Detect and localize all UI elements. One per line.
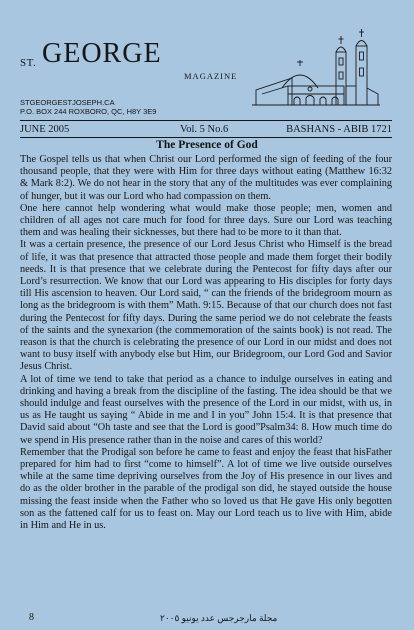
issue-date: JUNE 2005 (20, 124, 70, 135)
masthead-st: ST. (20, 57, 37, 69)
website-line: STGEORGESTJOSEPH.CA (20, 98, 115, 107)
page-number: 8 (29, 612, 34, 623)
page-footer (0, 612, 414, 626)
article-title: The Presence of God (156, 139, 258, 151)
masthead-title: GEORGE (42, 38, 162, 69)
issue-volume: Vol. 5 No.6 (180, 124, 229, 135)
article-paragraph: The Gospel tells us that when Christ our Lord performed the sign of feeding of the four thousand people, that they were with Him for three days without eating (Matthew 16:32 & Mark 8:2). We do not hear in the story that any of the multitudes was ever complaining of hunger, but it was our Lord who had compassion on them. (20, 154, 392, 202)
article-paragraph: A lot of time we tend to take that period as a chance to indulge ourselves in eating and drinking and having a break from the discipline of the fasting. The idea should be that we should indulge and feast ourselves with the presence of the Lord in our midst, with us, in us as He taught us saying “ Abide in me and I in you” John 15:4. It is that presence that David said about “Oh taste and see that the Lord is good”Psalm34: 8. How much time do we spend in His presence rather than in the noise and cares of this world? (20, 373, 392, 446)
article-body (20, 154, 392, 532)
divider-top (20, 120, 392, 121)
article-paragraph: Remember that the Prodigal son before he came to feast and enjoy the feast that hisFather prepared for him had to first “come to himself”. A lot of time we live outside ourselves while at the same time depriving ourselves from the Joy of His presence in our lives and do as the older brother in the parable of the prodigal son did, he stayed outside the house missing the feast inside when the Father who so loved us that He gave His only begotten son as the fattened calf for us to feast on. May our Lord teach us to live with Him, abide in Him and He in us. (20, 446, 392, 532)
masthead-subtitle: MAGAZINE (184, 71, 238, 81)
postal-address: P.O. BOX 244 ROXBORO, QC, H8Y 3E9 (20, 107, 157, 116)
article-paragraph: One here cannot help wondering what would make those people; men, women and children of all ages not care much for food for three days. Sure our Lord was teaching them and was healing their sicknesses, but there had to be more to it than that. (20, 202, 392, 239)
arabic-footer-text: مجلة مارجرجس عدد يونيو ٢٠٠٥ (160, 613, 278, 623)
coptic-date: BASHANS - ABIB 1721 (286, 124, 392, 135)
church-illustration (252, 28, 380, 108)
divider-bottom (20, 137, 392, 138)
masthead (20, 38, 250, 98)
issue-info-row (20, 124, 392, 136)
article-paragraph: It was a certain presence, the presence of our Lord Jesus Christ who Himself is the bread of life, it was that presence that attracted those people and made them forget their bodily needs. It is that presence that we celebrate during the Pentecost for fifty days after our Lord’s resurrection. We know that our Lord was appearing to His disciples for forty days till His ascension to heaven. Our Lord said, “ can the friends of the bridegroom mourn as long as the bridegroom is with them” Math. 9:15. Because of that our church does not fast during the Pentecost for fifty days. During the same period we do not celebrate the feasts of the saints and the synexarion (the commemoration of the saints book) is not read. The reason is that the church is celebrating the presence of our Lord in our midst and does not want to busy itself with anybody else but Him, our Bridegroom, our Lord God and Savior Jesus Christ. (20, 239, 392, 373)
